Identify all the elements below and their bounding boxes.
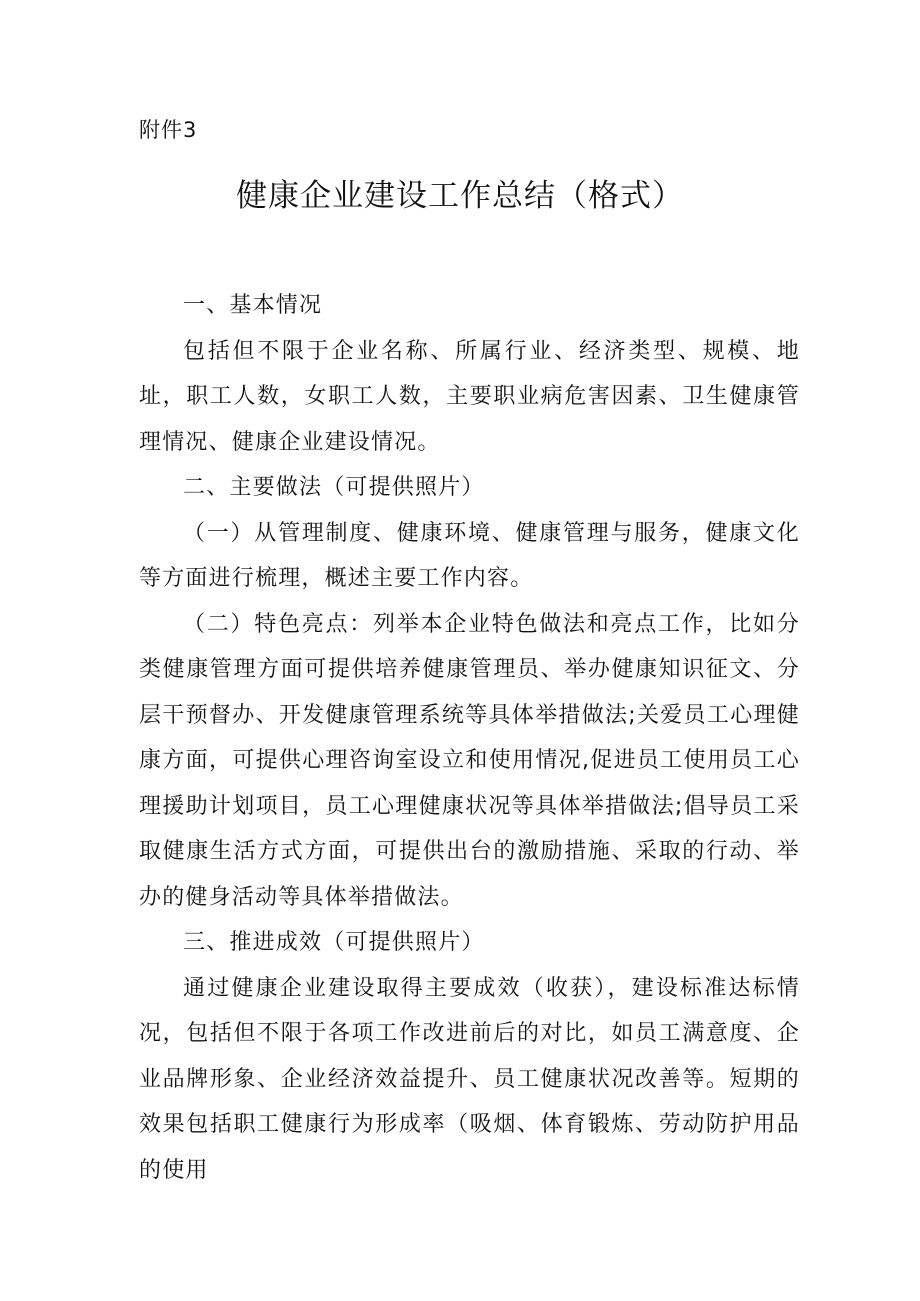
section-2-item-1: （一）从管理制度、健康环境、健康管理与服务，健康文化等方面进行梳理，概述主要工作内容。	[139, 520, 800, 591]
section-3-heading: 三、推进成效（可提供照片）	[183, 930, 485, 955]
document-title: 健康企业建设工作总结（格式）	[236, 178, 684, 214]
section-2-item-2: （二）特色亮点：列举本企业特色做法和亮点工作，比如分类健康管理方面可提供培养健康管理员、举办健康知识征文、分层干预督办、开发健康管理系统等具体举措做法;关爱员工心理健康方面，可提供心理咨询室设立和使用情况,促进员工使用员工心理援助计划项目，员工心理健康状况等具体举措做法;倡导员工采取健康生活方式方面，可提供出台的激励措施、采取的行动、举办的健身活动等具体举措做法。	[139, 611, 800, 910]
attachment-label: 附件3	[139, 118, 198, 142]
section-1-body: 包括但不限于企业名称、所属行业、经济类型、规模、地址，职工人数，女职工人数，主要职业病危害因素、卫生健康管理情况、健康企业建设情况。	[139, 338, 800, 455]
section-1-heading: 一、基本情况	[183, 293, 323, 318]
section-2-heading: 二、主要做法（可提供照片）	[183, 475, 485, 500]
section-3-body: 通过健康企业建设取得主要成效（收获），建设标准达标情况，包括但不限于各项工作改进前后的对比，如员工满意度、企业品牌形象、企业经济效益提升、员工健康状况改善等。短期的效果包括职工健康行为形成率（吸烟、体育锻炼、劳动防护用品的使用	[139, 975, 800, 1183]
document-body	[139, 283, 800, 1193]
